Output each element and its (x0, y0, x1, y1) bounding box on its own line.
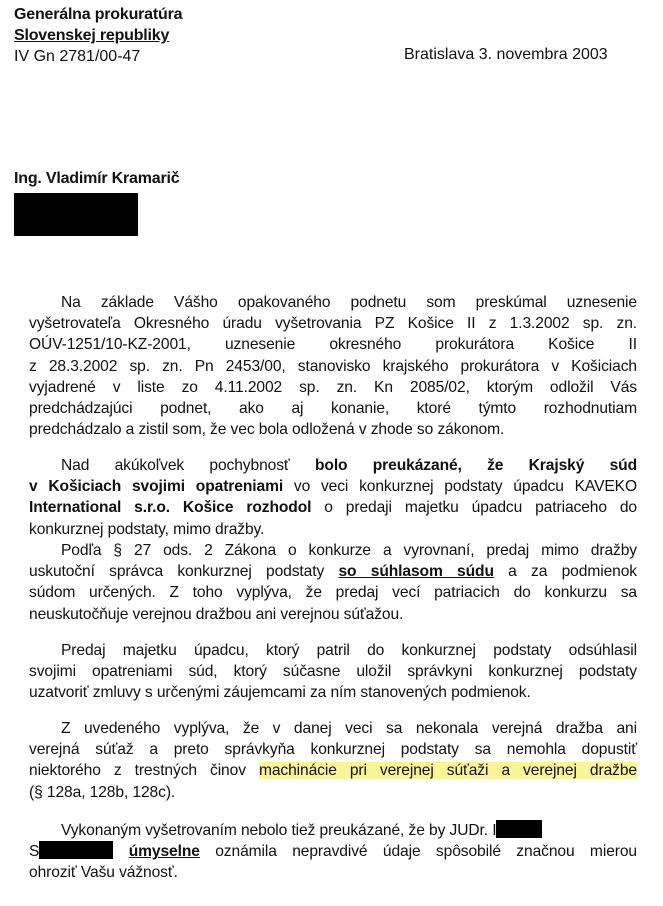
paragraph-3 (29, 540, 637, 625)
paragraph-6 (29, 820, 637, 884)
paragraph-6-line (29, 841, 637, 862)
redacted-address-block (14, 193, 138, 236)
text-run: S (29, 843, 40, 861)
paragraph-5-line: verejná súťaž a preto správkyňa konkurznej podstaty sa nemohla dopustiť (29, 741, 637, 759)
text-run: Vykonaným vyšetrovaním nebolo tiež preukázané, že by JUDr. I (61, 822, 497, 839)
paragraph-5-line: (§ 128a, 128b, 128c). (29, 783, 176, 801)
paragraph-2-line (29, 476, 637, 497)
paragraph-3-line: neuskutočňuje verejnou dražbou ani verejnou súťažou. (29, 605, 404, 623)
redacted-surname (496, 820, 542, 838)
paragraph-1 (29, 292, 637, 440)
paragraph-2-line (29, 497, 637, 518)
text-run: uskutoční správca konkurznej podstaty (29, 563, 339, 581)
text-run: oznámila nepravdivé údaje spôsobilé značnou mierou (199, 843, 638, 861)
paragraph-5-line: Z uvedeného vyplýva, že v danej veci sa nekonala verejná dražba ani (61, 720, 637, 737)
paragraph-4-line: svojimi opatreniami súd, ktorý súčasne uložil správkyni konkurznej podstaty (29, 663, 637, 681)
paragraph-2-line (29, 455, 637, 476)
paragraph-6-line: ohroziť Vašu vážnosť. (29, 864, 178, 882)
text-run: niektorého z trestných činov (29, 762, 259, 780)
emphasis-text: International s.r.o. Košice rozhodol (29, 499, 312, 517)
redacted-name (39, 841, 113, 859)
paragraph-2-line: konkurznej podstaty, mimo dražby. (29, 520, 265, 538)
paragraph-1-line: predchádzalo a zistil som, že vec bola odložená v zhode so zákonom. (29, 421, 505, 439)
paragraph-3-line: súdom určených. Z toho vyplýva, že predaj vecí patriacich do konkurzu sa (29, 584, 637, 602)
paragraph-1-line: z 28.3.2002 sp. zn. Pn 2453/00, stanovisko krajského prokurátora v Košiciach (29, 357, 637, 375)
paragraph-5 (29, 718, 637, 803)
emphasis-text: so súhlasom súdu (338, 563, 494, 581)
text-run: Nad akúkoľvek pochybnosť (61, 457, 315, 474)
place-and-date: Bratislava 3. novembra 2003 (404, 46, 608, 63)
paragraph-5-line (29, 760, 637, 781)
paragraph-1-line: OÚV-1251/10-KZ-2001, uznesenie okresného prokurátora Košice II (29, 336, 637, 354)
reference-number: IV Gn 2781/00-47 (14, 48, 141, 65)
recipient-name: Ing. Vladimír Kramarič (14, 170, 180, 187)
paragraph-1-line: vyšetrovateľa Okresného úradu vyšetrovania PZ Košice II z 1.3.2002 sp. zn. (29, 315, 637, 333)
emphasis-text: v Košiciach svojimi opatreniami (29, 478, 284, 496)
paragraph-4-line: Predaj majetku úpadcu, ktorý patril do konkurznej podstaty odsúhlasil (61, 642, 637, 659)
paragraph-3-line: Podľa § 27 ods. 2 Zákona o konkurze a vyrovnaní, predaj mimo dražby (61, 542, 637, 559)
org-name-line2: Slovenskej republiky (14, 27, 170, 44)
emphasis-text: bolo preukázané, že Krajský súd (314, 457, 637, 474)
text-run: a za podmienok (493, 563, 637, 581)
paragraph-1-line: Na základe Vášho opakovaného podnetu som preskúmal uznesenie (61, 294, 637, 311)
org-name-line1: Generálna prokuratúra (14, 6, 183, 23)
text-run: o predaji majetku úpadcu patriaceho do (311, 499, 637, 517)
paragraph-1-line: vyjadrené v liste zo 4.11.2002 sp. zn. Kn 2085/02, ktorým odložil Vás (29, 378, 637, 396)
paragraph-4 (29, 640, 637, 704)
highlighted-text: machinácie pri verejnej súťaži a verejnej dražbe (258, 762, 637, 780)
text-run: vo veci konkurznej podstaty úpadcu KAVEKO (283, 478, 637, 496)
paragraph-2 (29, 455, 637, 540)
paragraph-3-line (29, 561, 637, 582)
paragraph-4-line: uzatvoriť zmluvy s určenými záujemcami za ním stanovených podmienok. (29, 684, 531, 702)
paragraph-1-line: predchádzajúci podnet, ako aj konanie, ktoré týmto rozhodnutiam (29, 400, 637, 418)
paragraph-6-line (29, 820, 637, 841)
emphasis-text: úmyselne (128, 843, 200, 861)
